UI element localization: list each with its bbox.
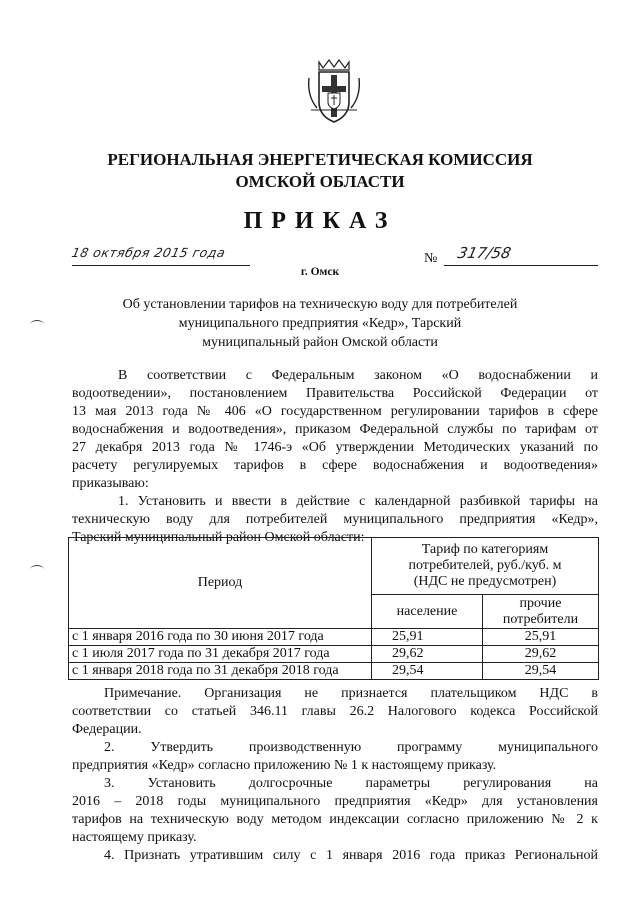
subject-line: муниципальный район Омской области: [202, 335, 438, 350]
preamble-line: водоотведении», постановлением Правительства Российской Федерации от: [72, 386, 598, 401]
cell-other: 25,91: [483, 629, 599, 646]
subject-line: муниципального предприятия «Кедр», Тарский: [178, 316, 462, 331]
item2-line: 2. Утвердить производственную программу муниципального: [104, 740, 598, 755]
preamble-line: 27 декабря 2013 года № 1746-э «Об утверждении Методических указаний по: [72, 440, 598, 455]
table-row: [69, 646, 599, 663]
item3-line: 3. Установить долгосрочные параметры регулирования на: [104, 776, 598, 791]
cell-other: 29,54: [483, 663, 599, 680]
header-tariff: [372, 538, 599, 595]
tariff-table: [68, 537, 599, 680]
item3-line: тарифов на техническую воду методом индексации согласно приложению № 2 к: [72, 812, 598, 827]
preamble-line: водоснабжения и водоотведения», приказом Федеральной службы по тарифам от: [72, 422, 598, 437]
organization-name-line1: РЕГИОНАЛЬНАЯ ЭНЕРГЕТИЧЕСКАЯ КОМИССИЯ: [107, 150, 533, 169]
document-type-title: ПРИКАЗ: [243, 208, 397, 234]
note-line: Федерации.: [72, 722, 142, 737]
date-handwritten: 18 октября 2015 года: [70, 245, 227, 260]
item1-line: Тарский муниципальный район Омской области:: [72, 530, 365, 545]
header-period: Период: [69, 538, 372, 629]
cell-other: 29,62: [483, 646, 599, 663]
preamble-line: приказываю:: [72, 476, 149, 491]
preamble-line: расчету регулируемых тарифов в сфере водоснабжения и водоотведения»: [72, 458, 598, 473]
cell-period: с 1 июля 2017 года по 31 декабря 2017 года: [69, 646, 372, 663]
header-tariff-line: потребителей, руб./куб. м: [408, 558, 562, 573]
city-name: г. Омск: [300, 266, 340, 278]
note-line: Примечание. Организация не признается плательщиком НДС в: [104, 686, 598, 701]
margin-mark: [30, 320, 44, 329]
header-other-line: прочие: [519, 595, 562, 611]
margin-mark: [30, 565, 44, 574]
header-tariff-line: Тариф по категориям: [421, 542, 549, 557]
note-line: соответствии со статьей 346.11 главы 26.2 Налогового кодекса Российской: [72, 704, 598, 719]
header-population: население: [372, 595, 483, 629]
header-other-line: потребители: [502, 611, 579, 627]
preamble-line: 13 мая 2013 года № 406 «О государственном регулировании тарифов в сфере: [72, 404, 598, 419]
table-row: [69, 663, 599, 680]
preamble-line: В соответствии с Федеральным законом «О водоснабжении и: [118, 368, 598, 383]
coat-of-arms-emblem: [305, 58, 363, 126]
item4-line: 4. Признать утратившим силу с 1 января 2016 года приказ Региональной: [104, 848, 598, 863]
item2-line: предприятия «Кедр» согласно приложению № 1 к настоящему приказу.: [72, 758, 497, 773]
header-tariff-line: (НДС не предусмотрен): [413, 574, 557, 589]
cell-period: с 1 января 2016 года по 30 июня 2017 года: [69, 629, 372, 646]
number-sign: №: [424, 251, 438, 266]
item3-line: настоящему приказу.: [72, 830, 197, 845]
table-row: [69, 629, 599, 646]
item3-line: 2016 – 2018 годы муниципального предприятия «Кедр» для установления: [72, 794, 598, 809]
organization-name-line2: ОМСКОЙ ОБЛАСТИ: [235, 172, 405, 191]
cell-population: 29,62: [372, 646, 483, 663]
header-other: [483, 595, 599, 629]
cell-period: с 1 января 2018 года по 31 декабря 2018 года: [69, 663, 372, 680]
item1-line: 1. Установить и ввести в действие с календарной разбивкой тарифы на: [118, 494, 598, 509]
item1-line: техническую воду для потребителей муниципального предприятия «Кедр»,: [72, 512, 598, 527]
cell-population: 29,54: [372, 663, 483, 680]
number-handwritten: 317/58: [456, 244, 513, 262]
subject-line: Об установлении тарифов на техническую воду для потребителей: [122, 297, 518, 312]
cell-population: 25,91: [372, 629, 483, 646]
